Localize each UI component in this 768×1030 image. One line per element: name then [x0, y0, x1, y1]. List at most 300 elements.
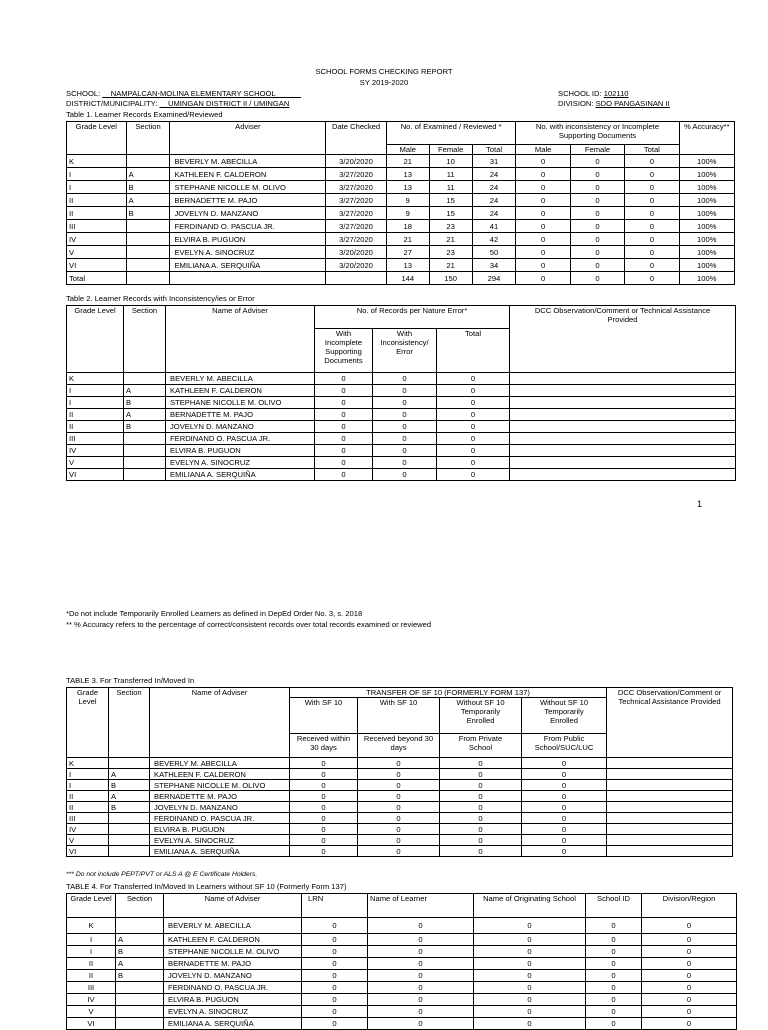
accuracy-cell: 100% — [679, 207, 734, 220]
section-cell: A — [124, 385, 166, 397]
table-row — [67, 769, 733, 780]
division-region-cell: 0 — [642, 958, 737, 970]
table3 — [66, 687, 733, 857]
beyond-30-days-cell: 0 — [358, 802, 440, 813]
grade-level-cell: II — [67, 970, 116, 982]
t4-grade-header: Grade Level — [67, 894, 116, 918]
grade-level-cell: I — [67, 181, 127, 194]
public-school-cell: 0 — [522, 802, 607, 813]
learner-name-cell: 0 — [368, 982, 474, 994]
table-row — [67, 457, 736, 469]
t1-total-inc-total: 0 — [625, 272, 679, 285]
section-cell — [124, 445, 166, 457]
inconsistency-cell: 0 — [373, 373, 437, 385]
table-row — [67, 168, 735, 181]
t1-adviser-header: Adviser — [170, 122, 326, 155]
section-cell: B — [124, 397, 166, 409]
inc-total-cell: 0 — [625, 207, 679, 220]
dcc-cell — [607, 780, 733, 791]
public-school-cell: 0 — [522, 846, 607, 857]
grade-level-cell: I — [67, 397, 124, 409]
private-school-cell: 0 — [440, 846, 522, 857]
grade-level-cell: V — [67, 246, 127, 259]
total-cell: 0 — [437, 445, 510, 457]
learner-name-cell: 0 — [368, 1018, 474, 1030]
table-row — [67, 918, 737, 934]
adviser-cell: EVELYN A. SINOCRUZ — [150, 835, 290, 846]
section-cell: A — [109, 791, 150, 802]
t1-female-header: Female — [429, 145, 472, 155]
table-row — [67, 155, 735, 168]
male-cell: 27 — [386, 246, 429, 259]
beyond-30-days-cell: 0 — [358, 780, 440, 791]
table-row — [67, 994, 737, 1006]
section-cell — [109, 824, 150, 835]
division-region-cell: 0 — [642, 918, 737, 934]
table-row — [67, 958, 737, 970]
t1-total-empty — [126, 272, 170, 285]
grade-level-cell: II — [67, 958, 116, 970]
lrn-cell: 0 — [302, 982, 368, 994]
t2-dcc-header: DCC Observation/Comment or Technical Assistance Provided — [510, 306, 736, 373]
beyond-30-days-cell: 0 — [358, 824, 440, 835]
table1-caption: Table 1. Learner Records Examined/Reviewed — [66, 110, 223, 119]
incomplete-cell: 0 — [315, 421, 373, 433]
adviser-cell: ELVIRA B. PUGUON — [150, 824, 290, 835]
lrn-cell: 0 — [302, 970, 368, 982]
private-school-cell: 0 — [440, 813, 522, 824]
table-row — [67, 813, 733, 824]
grade-level-cell: III — [67, 813, 109, 824]
inc-male-cell: 0 — [516, 168, 570, 181]
adviser-cell: KATHLEEN F. CALDERON — [164, 934, 302, 946]
school-id-cell: 0 — [586, 1018, 642, 1030]
male-cell: 18 — [386, 220, 429, 233]
t3-within-header: Received within 30 days — [290, 734, 358, 758]
t3-grade-header: Grade Level — [67, 688, 109, 758]
section-cell — [109, 846, 150, 857]
table-row — [67, 791, 733, 802]
t4-division-header: Division/Region — [642, 894, 737, 918]
t1-total-inc-male: 0 — [516, 272, 570, 285]
lrn-cell: 0 — [302, 958, 368, 970]
adviser-cell: EMILIANA A. SERQUIÑA — [170, 259, 326, 272]
inc-male-cell: 0 — [516, 259, 570, 272]
inc-female-cell: 0 — [570, 194, 624, 207]
dcc-cell — [510, 385, 736, 397]
dcc-cell — [510, 397, 736, 409]
grade-level-cell: III — [67, 433, 124, 445]
adviser-cell: EMILIANA A. SERQUIÑA — [150, 846, 290, 857]
adviser-cell: FERDINAND O. PASCUA JR. — [164, 982, 302, 994]
dcc-cell — [607, 758, 733, 769]
learner-name-cell: 0 — [368, 958, 474, 970]
adviser-cell: STEPHANE NICOLLE M. OLIVO — [150, 780, 290, 791]
grade-level-cell: V — [67, 1006, 116, 1018]
accuracy-cell: 100% — [679, 259, 734, 272]
t2-inconsistency-header: With Inconsistency/ Error — [373, 329, 437, 373]
adviser-cell: KATHLEEN F. CALDERON — [170, 168, 326, 181]
division-value: SDO PANGASINAN II — [595, 99, 670, 108]
t1-examined-header: No. of Examined / Reviewed * — [386, 122, 516, 145]
t2-section-header: Section — [124, 306, 166, 373]
incomplete-cell: 0 — [315, 445, 373, 457]
inconsistency-cell: 0 — [373, 421, 437, 433]
originating-school-cell: 0 — [474, 982, 586, 994]
division-region-cell: 0 — [642, 1006, 737, 1018]
within-30-days-cell: 0 — [290, 780, 358, 791]
grade-level-cell: IV — [67, 994, 116, 1006]
total-cell: 50 — [472, 246, 516, 259]
inc-total-cell: 0 — [625, 155, 679, 168]
public-school-cell: 0 — [522, 791, 607, 802]
district-value: __UMINGAN DISTRICT II / UMINGAN — [159, 99, 290, 108]
within-30-days-cell: 0 — [290, 835, 358, 846]
public-school-cell: 0 — [522, 835, 607, 846]
section-cell — [126, 155, 170, 168]
t3-with-sf10-b: With SF 10 — [358, 698, 440, 734]
date-checked-cell: 3/27/2020 — [326, 220, 387, 233]
adviser-cell: JOVELYN D. MANZANO — [150, 802, 290, 813]
adviser-cell: JOVELYN D. MANZANO — [170, 207, 326, 220]
dcc-cell — [607, 846, 733, 857]
section-cell: B — [126, 181, 170, 194]
section-cell: A — [126, 194, 170, 207]
date-checked-cell: 3/27/2020 — [326, 181, 387, 194]
inc-total-cell: 0 — [625, 168, 679, 181]
inconsistency-cell: 0 — [373, 457, 437, 469]
t3-without-b: Without SF 10 Temporarily Enrolled — [522, 698, 607, 734]
originating-school-cell: 0 — [474, 994, 586, 1006]
school-line — [66, 89, 301, 98]
section-cell: A — [126, 168, 170, 181]
section-cell: B — [126, 207, 170, 220]
male-cell: 9 — [386, 194, 429, 207]
inc-female-cell: 0 — [570, 168, 624, 181]
school-id-cell: 0 — [586, 918, 642, 934]
incomplete-cell: 0 — [315, 433, 373, 445]
grade-level-cell: II — [67, 802, 109, 813]
section-cell — [124, 469, 166, 481]
table-row — [67, 469, 736, 481]
adviser-cell: BERNADETTE M. PAJO — [164, 958, 302, 970]
t1-total-header: Total — [472, 145, 516, 155]
lrn-cell: 0 — [302, 946, 368, 958]
t3-dcc-header: DCC Observation/Comment or Technical Assistance Provided — [607, 688, 733, 758]
inc-female-cell: 0 — [570, 233, 624, 246]
lrn-cell: 0 — [302, 918, 368, 934]
within-30-days-cell: 0 — [290, 813, 358, 824]
incomplete-cell: 0 — [315, 469, 373, 481]
learner-name-cell: 0 — [368, 918, 474, 934]
t4-origin-header: Name of Originating School — [474, 894, 586, 918]
total-cell: 0 — [437, 409, 510, 421]
school-id-cell: 0 — [586, 1006, 642, 1018]
table-row — [67, 181, 735, 194]
accuracy-cell: 100% — [679, 155, 734, 168]
inc-male-cell: 0 — [516, 155, 570, 168]
table4-caption: TABLE 4. For Transferred In/Moved In Learners without SF 10 (Formerly Form 137) — [66, 882, 347, 891]
section-cell: B — [109, 802, 150, 813]
table-row — [67, 1006, 737, 1018]
accuracy-cell: 100% — [679, 194, 734, 207]
beyond-30-days-cell: 0 — [358, 769, 440, 780]
t1-total-inc-female: 0 — [570, 272, 624, 285]
total-cell: 31 — [472, 155, 516, 168]
school-id-cell: 0 — [586, 982, 642, 994]
beyond-30-days-cell: 0 — [358, 813, 440, 824]
table-row — [67, 970, 737, 982]
table-row — [67, 397, 736, 409]
t3-public-header: From Public School/SUC/LUC — [522, 734, 607, 758]
division-region-cell: 0 — [642, 970, 737, 982]
inc-female-cell: 0 — [570, 181, 624, 194]
school-id-value: 102110 — [603, 89, 629, 98]
section-cell: B — [109, 780, 150, 791]
table-row — [67, 445, 736, 457]
female-cell: 10 — [429, 155, 472, 168]
inc-total-cell: 0 — [625, 181, 679, 194]
note-temporarily-enrolled: *Do not include Temporarily Enrolled Learners as defined in DepEd Order No. 3, s. 2018 — [66, 609, 363, 618]
t4-adviser-header: Name of Adviser — [164, 894, 302, 918]
t1-total-accuracy: 100% — [679, 272, 734, 285]
t4-learner-header: Name of Learner — [368, 894, 474, 918]
school-id-cell: 0 — [586, 934, 642, 946]
adviser-cell: BERNADETTE M. PAJO — [170, 194, 326, 207]
adviser-cell: BERNADETTE M. PAJO — [166, 409, 315, 421]
adviser-cell: STEPHANE NICOLLE M. OLIVO — [164, 946, 302, 958]
division-region-cell: 0 — [642, 994, 737, 1006]
originating-school-cell: 0 — [474, 934, 586, 946]
total-cell: 42 — [472, 233, 516, 246]
table-row — [67, 409, 736, 421]
incomplete-cell: 0 — [315, 397, 373, 409]
adviser-cell: BEVERLY M. ABECILLA — [166, 373, 315, 385]
private-school-cell: 0 — [440, 769, 522, 780]
grade-level-cell: I — [67, 946, 116, 958]
accuracy-cell: 100% — [679, 168, 734, 181]
section-cell — [109, 813, 150, 824]
section-cell — [109, 835, 150, 846]
total-cell: 24 — [472, 194, 516, 207]
t3-section-header: Section — [109, 688, 150, 758]
inc-male-cell: 0 — [516, 194, 570, 207]
male-cell: 21 — [386, 233, 429, 246]
total-cell: 0 — [437, 457, 510, 469]
grade-level-cell: V — [67, 835, 109, 846]
grade-level-cell: V — [67, 457, 124, 469]
grade-level-cell: II — [67, 194, 127, 207]
originating-school-cell: 0 — [474, 1006, 586, 1018]
inconsistency-cell: 0 — [373, 469, 437, 481]
school-id-line — [558, 89, 629, 98]
table-row — [67, 233, 735, 246]
table-row — [67, 385, 736, 397]
grade-level-cell: II — [67, 207, 127, 220]
grade-level-cell: II — [67, 421, 124, 433]
table-row — [67, 207, 735, 220]
grade-level-cell: IV — [67, 445, 124, 457]
adviser-cell: BERNADETTE M. PAJO — [150, 791, 290, 802]
originating-school-cell: 0 — [474, 918, 586, 934]
division-region-cell: 0 — [642, 982, 737, 994]
adviser-cell: KATHLEEN F. CALDERON — [166, 385, 315, 397]
grade-level-cell: II — [67, 409, 124, 421]
table-row — [67, 946, 737, 958]
incomplete-cell: 0 — [315, 385, 373, 397]
total-cell: 0 — [437, 385, 510, 397]
adviser-cell: EVELYN A. SINOCRUZ — [164, 1006, 302, 1018]
private-school-cell: 0 — [440, 835, 522, 846]
male-cell: 21 — [386, 155, 429, 168]
t2-total-header: Total — [437, 329, 510, 373]
grade-level-cell: I — [67, 385, 124, 397]
male-cell: 9 — [386, 207, 429, 220]
division-label: DIVISION: — [558, 99, 594, 108]
learner-name-cell: 0 — [368, 934, 474, 946]
t1-inc-total-header: Total — [625, 145, 679, 155]
t1-total-total: 294 — [472, 272, 516, 285]
inc-female-cell: 0 — [570, 207, 624, 220]
within-30-days-cell: 0 — [290, 758, 358, 769]
adviser-cell: FERDINAND O. PASCUA JR. — [150, 813, 290, 824]
t1-section-header: Section — [126, 122, 170, 155]
learner-name-cell: 0 — [368, 970, 474, 982]
date-checked-cell: 3/27/2020 — [326, 207, 387, 220]
grade-level-cell: VI — [67, 1018, 116, 1030]
adviser-cell: JOVELYN D. MANZANO — [164, 970, 302, 982]
grade-level-cell: K — [67, 155, 127, 168]
adviser-cell: KATHLEEN F. CALDERON — [150, 769, 290, 780]
adviser-cell: EVELYN A. SINOCRUZ — [170, 246, 326, 259]
table-row — [67, 373, 736, 385]
total-cell: 24 — [472, 207, 516, 220]
t3-adviser-header: Name of Adviser — [150, 688, 290, 758]
adviser-cell: BEVERLY M. ABECILLA — [150, 758, 290, 769]
adviser-cell: FERDINAND O. PASCUA JR. — [166, 433, 315, 445]
t3-without-a: Without SF 10 Temporarily Enrolled — [440, 698, 522, 734]
school-id-cell: 0 — [586, 946, 642, 958]
adviser-cell: BEVERLY M. ABECILLA — [170, 155, 326, 168]
grade-level-cell: VI — [67, 846, 109, 857]
accuracy-cell: 100% — [679, 220, 734, 233]
female-cell: 11 — [429, 181, 472, 194]
private-school-cell: 0 — [440, 824, 522, 835]
page-number: 1 — [697, 499, 703, 509]
date-checked-cell: 3/27/2020 — [326, 168, 387, 181]
t2-incomplete-header: With Incomplete Supporting Documents — [315, 329, 373, 373]
dcc-cell — [510, 433, 736, 445]
originating-school-cell: 0 — [474, 970, 586, 982]
inc-female-cell: 0 — [570, 220, 624, 233]
section-cell: B — [124, 421, 166, 433]
adviser-cell: ELVIRA B. PUGUON — [170, 233, 326, 246]
inconsistency-cell: 0 — [373, 409, 437, 421]
within-30-days-cell: 0 — [290, 824, 358, 835]
t1-total-label: Total — [67, 272, 127, 285]
date-checked-cell: 3/27/2020 — [326, 194, 387, 207]
table3-caption: TABLE 3. For Transferred In/Moved In — [66, 676, 195, 685]
inc-male-cell: 0 — [516, 233, 570, 246]
adviser-cell: ELVIRA B. PUGUON — [166, 445, 315, 457]
table-row — [67, 272, 735, 285]
adviser-cell: FERDINAND O. PASCUA JR. — [170, 220, 326, 233]
adviser-cell: EMILIANA A. SERQUIÑA — [166, 469, 315, 481]
section-cell — [126, 246, 170, 259]
section-cell — [116, 918, 164, 934]
section-cell: B — [116, 946, 164, 958]
total-cell: 34 — [472, 259, 516, 272]
table3-footnote: *** Do not include PEPT/PVT or ALS A @ E Certificate Holders. — [66, 871, 258, 878]
table-row — [67, 780, 733, 791]
grade-level-cell: IV — [67, 233, 127, 246]
t1-total-female: 150 — [429, 272, 472, 285]
note-accuracy: ** % Accuracy refers to the percentage of correct/consistent records over total records examined or reviewed — [66, 620, 432, 629]
section-cell — [124, 433, 166, 445]
grade-level-cell: K — [67, 373, 124, 385]
within-30-days-cell: 0 — [290, 769, 358, 780]
grade-level-cell: II — [67, 791, 109, 802]
inc-total-cell: 0 — [625, 246, 679, 259]
t3-transfer-header: TRANSFER OF SF 10 (FORMERLY FORM 137) — [290, 688, 607, 698]
dcc-cell — [510, 409, 736, 421]
female-cell: 15 — [429, 207, 472, 220]
inc-total-cell: 0 — [625, 259, 679, 272]
section-cell: A — [124, 409, 166, 421]
inc-male-cell: 0 — [516, 220, 570, 233]
grade-level-cell: K — [67, 758, 109, 769]
female-cell: 15 — [429, 194, 472, 207]
section-cell: A — [116, 934, 164, 946]
section-cell — [124, 373, 166, 385]
t2-nature-header: No. of Records per Nature Error* — [315, 306, 510, 329]
school-id-cell: 0 — [586, 970, 642, 982]
table4 — [66, 893, 737, 1030]
t1-date-header: Date Checked — [326, 122, 387, 155]
table-row — [67, 194, 735, 207]
lrn-cell: 0 — [302, 1018, 368, 1030]
male-cell: 13 — [386, 181, 429, 194]
school-year: SY 2019-2020 — [359, 78, 409, 87]
dcc-cell — [510, 421, 736, 433]
grade-level-cell: I — [67, 780, 109, 791]
section-cell — [116, 994, 164, 1006]
private-school-cell: 0 — [440, 791, 522, 802]
school-label: SCHOOL: — [66, 89, 101, 98]
table-row — [67, 758, 733, 769]
female-cell: 23 — [429, 246, 472, 259]
originating-school-cell: 0 — [474, 946, 586, 958]
table-row — [67, 934, 737, 946]
total-cell: 0 — [437, 373, 510, 385]
inconsistency-cell: 0 — [373, 397, 437, 409]
inc-male-cell: 0 — [516, 181, 570, 194]
school-id-cell: 0 — [586, 994, 642, 1006]
private-school-cell: 0 — [440, 780, 522, 791]
accuracy-cell: 100% — [679, 233, 734, 246]
adviser-cell: BEVERLY M. ABECILLA — [164, 918, 302, 934]
adviser-cell: STEPHANE NICOLLE M. OLIVO — [166, 397, 315, 409]
dcc-cell — [607, 835, 733, 846]
t4-section-header: Section — [116, 894, 164, 918]
t3-beyond-header: Received beyond 30 days — [358, 734, 440, 758]
division-region-cell: 0 — [642, 946, 737, 958]
public-school-cell: 0 — [522, 813, 607, 824]
grade-level-cell: I — [67, 168, 127, 181]
section-cell — [124, 457, 166, 469]
grade-level-cell: VI — [67, 259, 127, 272]
inc-total-cell: 0 — [625, 220, 679, 233]
